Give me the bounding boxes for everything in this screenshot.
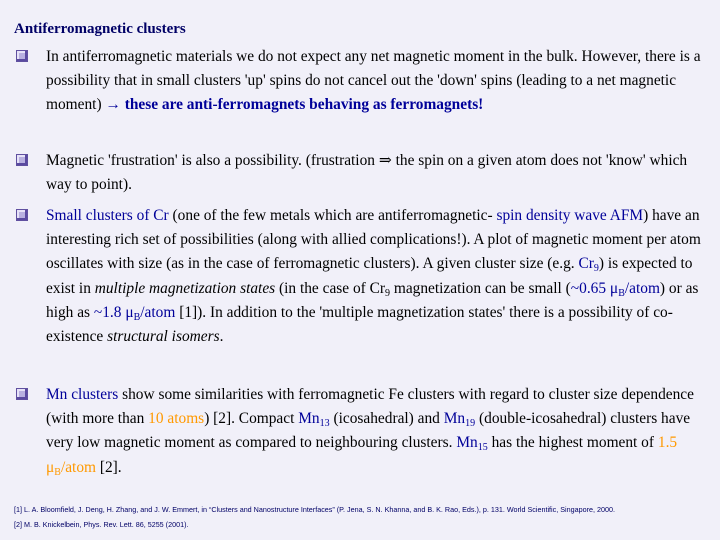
implies-icon: ⇒ xyxy=(378,152,392,169)
references xyxy=(14,502,714,532)
reference-1: [1] L. A. Bloomfield, J. Deng, H. Zhang, and J. W. Emmert, in “Clusters and Nanostructure Interfaces” (P. Jena, S. N. Khanna, and B. K. Rao, Eds.), p. 131. World Scientific, Singapore, 2000. xyxy=(14,505,615,514)
slide-title: Antiferromagnetic clusters xyxy=(14,21,186,37)
bullet-1-conclusion: these are anti-ferromagnets behaving as ferromagnets! xyxy=(124,96,484,114)
bullet-1-text: In antiferromagnetic materials we do not expect any net magnetic moment in the bulk. However, there is a possibility that in small clusters 'up' spins do not cancel out the 'down' spins (leading to a net magnetic moment) → these are anti-ferromagnets behaving as ferromagnets! xyxy=(46,48,701,114)
bullet-4 xyxy=(16,383,706,480)
reference-2: [2] M. B. Knickelbein, Phys. Rev. Lett. 86, 5255 (2001). xyxy=(14,520,189,529)
bullet-4-text: Mn clusters show some similarities with ferromagnetic Fe clusters with regard to cluster size dependence (with more than 10 atoms) [2]. Compact $Mn_{13}$ (icosahedral) and $Mn_{19}$ (double-icosahedral) clusters have very low magnetic moment as compared to neighbouring clusters. $Mn_{15}$ has the highest moment of 1.5 $\mu_B$/atom [2]. xyxy=(46,386,694,478)
bullet-3 xyxy=(16,204,706,349)
checkbox-square-icon xyxy=(16,50,28,62)
arrow-icon: → xyxy=(105,96,121,114)
bullet-1 xyxy=(16,45,706,118)
bullet-2 xyxy=(16,149,706,197)
checkbox-square-icon xyxy=(16,154,28,166)
bullet-2-text: Magnetic 'frustration' is also a possibility. (frustration ⇒ the spin on a given atom does not 'know' which way to point). xyxy=(46,152,688,194)
checkbox-square-icon xyxy=(16,209,28,221)
bullet-3-text: Small clusters of Cr (one of the few metals which are antiferromagnetic- spin density wave AFM) have an interesting rich set of possibilities (along with allied complications!). A plot of magnetic moment per atom oscillates with size (as in the case of ferromagnetic clusters). A given cluster size (e.g. $Cr_9$) is expected to exist in multiple magnetization states (in the case of $Cr_9$ magnetization can be small (~0.65 $\mu_B/atom$) or as high as ~1.8 $\mu_B$/atom [1]). In addition to the 'multiple magnetization states' there is a possibility of co-existence structural isomers. xyxy=(46,207,701,346)
checkbox-square-icon xyxy=(16,388,28,400)
